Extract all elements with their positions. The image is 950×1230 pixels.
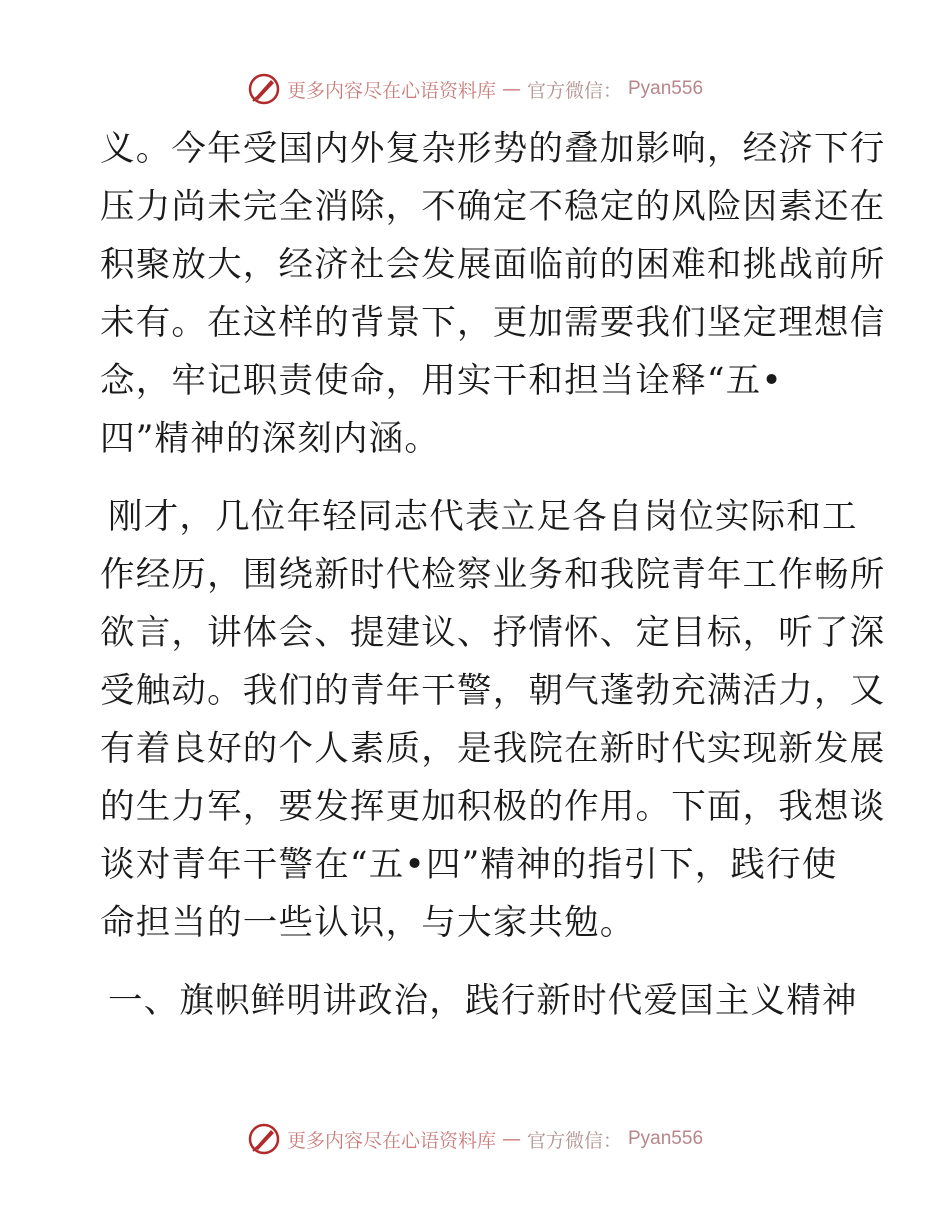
document-body <box>100 120 886 1050</box>
text-line: 有着良好的个人素质，是我院在新时代实现新发展 <box>100 729 886 769</box>
text-line: 的生力军，要发挥更加积极的作用。下面，我想谈 <box>100 787 886 827</box>
watermark-dash: — <box>501 1128 521 1150</box>
text-line: 积聚放大，经济社会发展面临前的困难和挑战前所 <box>100 245 886 285</box>
paragraph-2 <box>100 488 886 952</box>
watermark-wechat-id: Pyan556 <box>628 1128 704 1149</box>
text-line: 未有。在这样的背景下，更加需要我们坚定理想信 <box>100 303 886 343</box>
heading-line: 一、旗帜鲜明讲政治，践行新时代爱国主义精神 <box>108 981 858 1021</box>
text-line: 压力尚未完全消除，不确定不稳定的风险因素还在 <box>100 187 886 227</box>
watermark-wechat-id: Pyan556 <box>628 78 704 99</box>
watermark-text: 更多内容尽在心语资料库 <box>286 1129 496 1152</box>
quill-logo-icon <box>247 72 281 106</box>
paragraph-1 <box>100 120 886 468</box>
text-line: 命担当的一些认识，与大家共勉。 <box>100 903 636 943</box>
text-line: 义。今年受国内外复杂形势的叠加影响，经济下行 <box>100 129 886 169</box>
text-line: 四”精神的深刻内涵。 <box>100 419 441 459</box>
text-line: 念，牢记职责使命，用实干和担当诠释“五• <box>100 361 783 401</box>
text-line: 刚才，几位年轻同志代表立足各自岗位实际和工 <box>108 497 858 537</box>
text-line: 谈对青年干警在“五•四”精神的指引下，践行使 <box>100 845 838 885</box>
text-line: 欲言，讲体会、提建议、抒情怀、定目标，听了深 <box>100 613 886 653</box>
section-heading <box>100 972 860 1030</box>
watermark-text: 更多内容尽在心语资料库 <box>286 79 496 102</box>
watermark-label: 官方微信： <box>526 1129 622 1152</box>
footer-watermark <box>0 1122 950 1156</box>
quill-logo-icon <box>247 1122 281 1156</box>
header-watermark <box>0 72 950 106</box>
text-line: 作经历，围绕新时代检察业务和我院青年工作畅所 <box>100 555 886 595</box>
text-line: 受触动。我们的青年干警，朝气蓬勃充满活力，又 <box>100 671 886 711</box>
watermark-dash: — <box>501 78 521 100</box>
watermark-label: 官方微信： <box>526 79 622 102</box>
